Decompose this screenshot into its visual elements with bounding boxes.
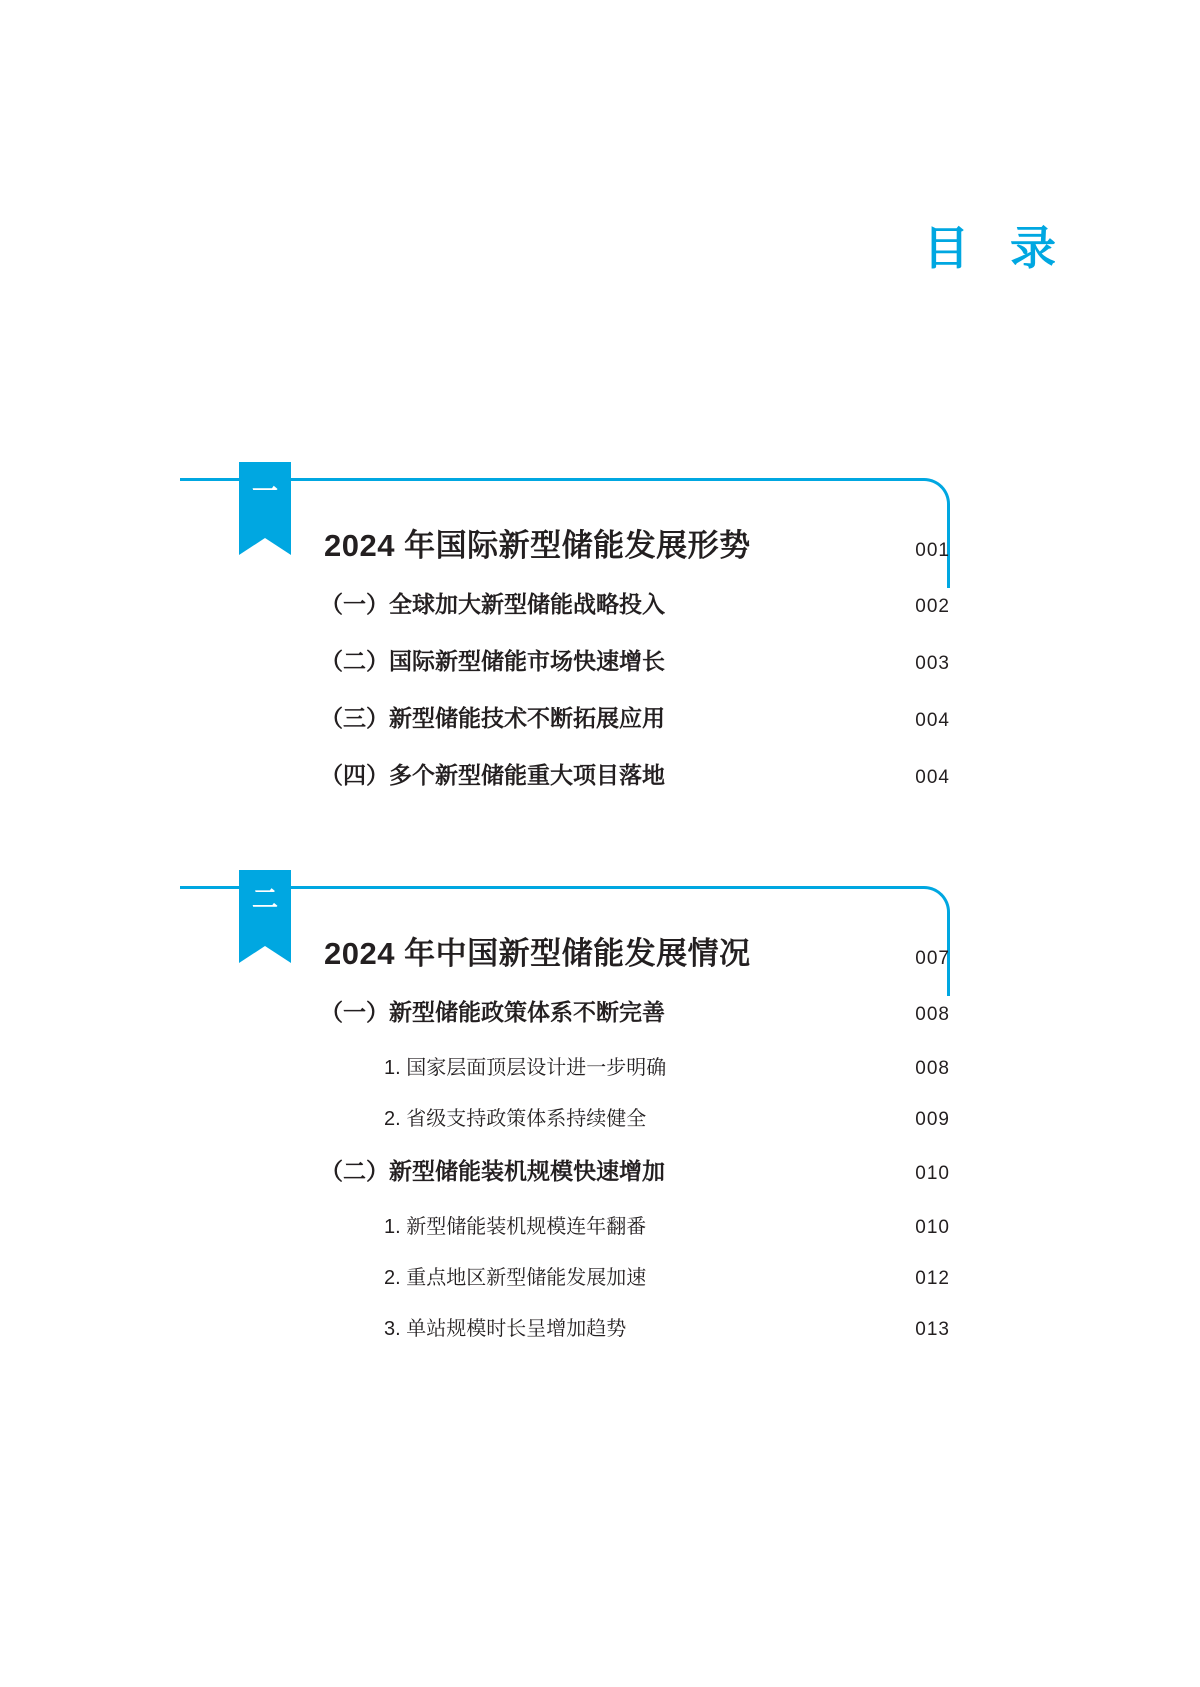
chapter-heading-row[interactable] — [324, 928, 950, 973]
list-item[interactable] — [320, 1051, 950, 1102]
entry-page-number: 004 — [915, 767, 950, 788]
entry-label: 2. 重点地区新型储能发展加速 — [384, 1267, 647, 1289]
toc-entry-list — [320, 994, 950, 1363]
chapter-page-number: 001 — [915, 540, 950, 561]
entry-page-number: 003 — [915, 653, 950, 674]
entry-page-number: 009 — [915, 1109, 950, 1130]
list-item[interactable] — [320, 1312, 950, 1363]
entry-page-number: 002 — [915, 596, 950, 617]
entry-label: （一）新型储能政策体系不断完善 — [320, 999, 665, 1025]
chapter-title: 2024 年国际新型储能发展形势 — [324, 528, 751, 563]
section-marker-ribbon: 一 — [239, 462, 291, 538]
list-item[interactable] — [320, 643, 950, 700]
entry-page-number: 010 — [915, 1217, 950, 1238]
chapter-heading-row[interactable] — [324, 520, 950, 565]
list-item[interactable] — [320, 757, 950, 814]
entry-page-number: 004 — [915, 710, 950, 731]
chapter-title: 2024 年中国新型储能发展情况 — [324, 936, 751, 971]
entry-label: （三）新型储能技术不断拓展应用 — [320, 705, 665, 731]
list-item[interactable] — [320, 700, 950, 757]
list-item[interactable] — [320, 586, 950, 643]
entry-label: 2. 省级支持政策体系持续健全 — [384, 1108, 647, 1130]
entry-page-number: 010 — [915, 1163, 950, 1184]
entry-page-number: 008 — [915, 1004, 950, 1025]
list-item[interactable] — [320, 1210, 950, 1261]
entry-page-number: 012 — [915, 1268, 950, 1289]
chapter-page-number: 007 — [915, 948, 950, 969]
entry-label: （二）国际新型储能市场快速增长 — [320, 648, 665, 674]
list-item[interactable] — [320, 1261, 950, 1312]
page-title: 目 录 — [923, 222, 1070, 274]
entry-label: 1. 国家层面顶层设计进一步明确 — [384, 1057, 667, 1079]
entry-label: （四）多个新型储能重大项目落地 — [320, 762, 665, 788]
toc-entry-list — [320, 586, 950, 814]
entry-label: 3. 单站规模时长呈增加趋势 — [384, 1318, 627, 1340]
entry-label: （二）新型储能装机规模快速增加 — [320, 1158, 665, 1184]
entry-label: 1. 新型储能装机规模连年翻番 — [384, 1216, 647, 1238]
entry-label: （一）全球加大新型储能战略投入 — [320, 591, 665, 617]
list-item[interactable] — [320, 994, 950, 1051]
list-item[interactable] — [320, 1102, 950, 1153]
list-item[interactable] — [320, 1153, 950, 1210]
entry-page-number: 008 — [915, 1058, 950, 1079]
entry-page-number: 013 — [915, 1319, 950, 1340]
section-marker-ribbon: 二 — [239, 870, 291, 946]
